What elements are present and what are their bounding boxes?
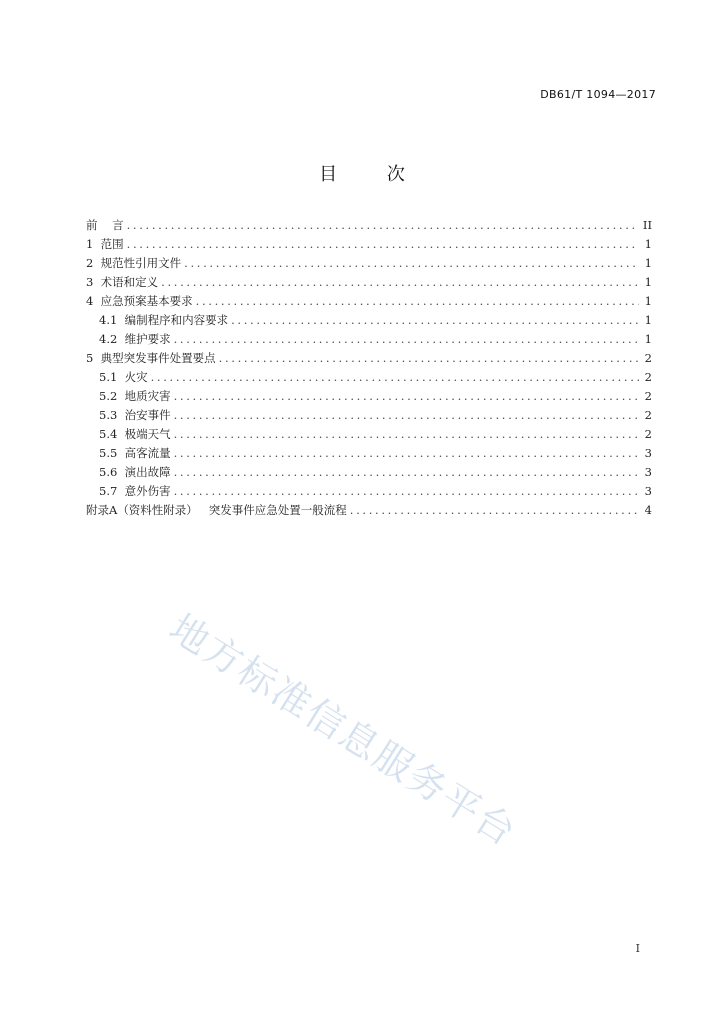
toc-number: 4 xyxy=(86,294,94,308)
toc-page: 2 xyxy=(644,370,652,384)
toc-entry-5-4[interactable] xyxy=(86,425,652,444)
toc-leader xyxy=(174,444,639,463)
page-title: 目 次 xyxy=(319,164,427,185)
toc-entry-5-5[interactable] xyxy=(86,444,652,463)
toc-number: 5.1 xyxy=(99,370,118,384)
toc-entry-2[interactable] xyxy=(86,254,652,273)
toc-entry-foreword[interactable] xyxy=(86,216,652,235)
watermark: 地方标准信息服务平台 xyxy=(161,605,525,855)
toc-page: 1 xyxy=(644,332,652,346)
toc-title: 范围 xyxy=(93,237,124,251)
toc-title: 言 xyxy=(97,218,124,232)
toc-leader xyxy=(184,254,639,273)
toc-number: 附录A xyxy=(86,503,118,517)
toc-page: 3 xyxy=(644,465,652,479)
toc-entry-5[interactable] xyxy=(86,349,652,368)
toc-page: 4 xyxy=(644,503,652,517)
toc-title: （资料性附录） 突发事件应急处置一般流程 xyxy=(117,503,347,517)
toc-page: 3 xyxy=(644,484,652,498)
toc-page: 1 xyxy=(644,256,652,270)
toc-page: 2 xyxy=(644,389,652,403)
toc-page: 1 xyxy=(644,275,652,289)
toc-page: 1 xyxy=(644,313,652,327)
toc-leader xyxy=(127,216,639,235)
toc-leader xyxy=(196,292,639,311)
toc-page: II xyxy=(642,218,652,232)
toc-leader xyxy=(174,463,639,482)
toc-page: 2 xyxy=(644,408,652,422)
toc-title: 术语和定义 xyxy=(93,275,159,289)
toc-leader xyxy=(161,273,639,292)
toc-title: 火灾 xyxy=(117,370,148,384)
toc-number: 5.6 xyxy=(99,465,118,479)
toc-page: 1 xyxy=(644,237,652,251)
toc-title: 典型突发事件处置要点 xyxy=(93,351,216,365)
toc-leader xyxy=(350,501,639,520)
toc-entry-4[interactable] xyxy=(86,292,652,311)
toc-leader xyxy=(219,349,639,368)
toc-number: 5 xyxy=(86,351,94,365)
toc-number: 5.7 xyxy=(99,484,118,498)
toc-number: 1 xyxy=(86,237,94,251)
toc-page: 1 xyxy=(644,294,652,308)
toc-title: 地质灾害 xyxy=(117,389,171,403)
toc-entry-1[interactable] xyxy=(86,235,652,254)
toc-number: 2 xyxy=(86,256,94,270)
toc-number: 5.5 xyxy=(99,446,118,460)
toc-number: 5.4 xyxy=(99,427,118,441)
toc-entry-5-6[interactable] xyxy=(86,463,652,482)
table-of-contents xyxy=(86,216,652,520)
toc-leader xyxy=(174,387,639,406)
toc-title: 应急预案基本要求 xyxy=(93,294,193,308)
toc-entry-4-2[interactable] xyxy=(86,330,652,349)
toc-title: 维护要求 xyxy=(117,332,171,346)
toc-entry-appendix-a[interactable] xyxy=(86,501,652,520)
toc-page: 2 xyxy=(644,351,652,365)
toc-number: 4.2 xyxy=(99,332,118,346)
toc-entry-4-1[interactable] xyxy=(86,311,652,330)
toc-number: 5.3 xyxy=(99,408,118,422)
toc-leader xyxy=(151,368,639,387)
toc-entry-3[interactable] xyxy=(86,273,652,292)
page-number: I xyxy=(635,942,640,955)
toc-number: 5.2 xyxy=(99,389,118,403)
toc-leader xyxy=(231,311,639,330)
toc-entry-5-2[interactable] xyxy=(86,387,652,406)
toc-page: 2 xyxy=(644,427,652,441)
toc-title: 意外伤害 xyxy=(117,484,171,498)
toc-leader xyxy=(127,235,639,254)
toc-entry-5-1[interactable] xyxy=(86,368,652,387)
toc-leader xyxy=(174,482,639,501)
toc-title: 演出故障 xyxy=(117,465,171,479)
toc-title: 编制程序和内容要求 xyxy=(117,313,229,327)
toc-title: 极端天气 xyxy=(117,427,171,441)
toc-leader xyxy=(174,330,639,349)
toc-title: 治安事件 xyxy=(117,408,171,422)
toc-title: 规范性引用文件 xyxy=(93,256,182,270)
toc-entry-5-7[interactable] xyxy=(86,482,652,501)
toc-number: 4.1 xyxy=(99,313,118,327)
toc-leader xyxy=(174,406,639,425)
toc-number: 前 xyxy=(86,218,98,232)
toc-entry-5-3[interactable] xyxy=(86,406,652,425)
toc-number: 3 xyxy=(86,275,94,289)
toc-page: 3 xyxy=(644,446,652,460)
standard-code: DB61/T 1094—2017 xyxy=(540,88,656,101)
toc-leader xyxy=(174,425,639,444)
toc-title: 高客流量 xyxy=(117,446,171,460)
